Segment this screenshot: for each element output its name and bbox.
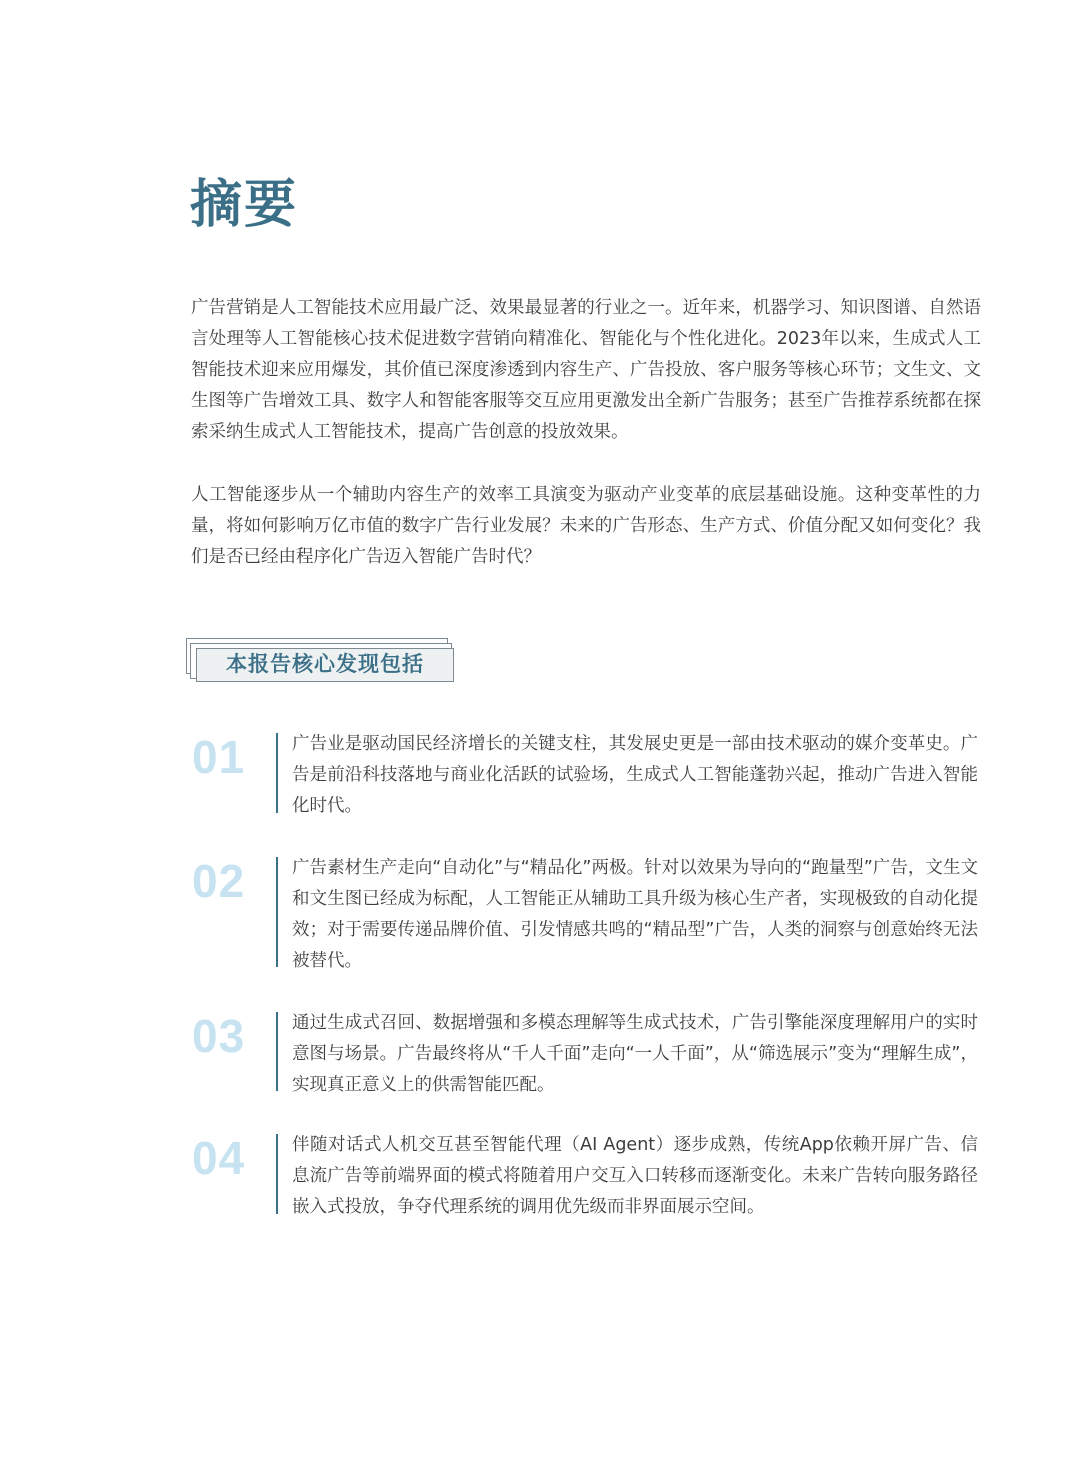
intro-paragraph-1: 广告营销是人工智能技术应用最广泛、效果最显著的行业之一。近年来，机器学习、知识图谱、自然语言处理等人工智能核心技术促进数字营销向精准化、智能化与个性化进化。2023年以来，生成式人工智能技术迎来应用爆发，其价值已深度渗透到内容生产、广告投放、客户服务等核心环节；文生文、文生图等广告增效工具、数字人和智能客服等交互应用更激发出全新广告服务；甚至广告推荐系统都在探索采纳生成式人工智能技术，提高广告创意的投放效果。 — [191, 298, 981, 442]
finding-number: 01 — [192, 731, 246, 783]
finding-text: 伴随对话式人机交互甚至智能代理（AI Agent）逐步成熟，传统App依赖开屏广告、信息流广告等前端界面的模式将随着用户交互入口转移而逐渐变化。未来广告转向服务路径嵌入式投放，争夺代理系统的调用优先级而非界面展示空间。 — [292, 1135, 978, 1217]
finding-text: 广告素材生产走向“自动化”与“精品化”两极。针对以效果为导向的“跑量型”广告，文生文和文生图已经成为标配，人工智能正从辅助工具升级为核心生产者，实现极致的自动化提效；对于需要传递品牌价值、引发情感共鸣的“精品型”广告，人类的洞察与创意始终无法被替代。 — [292, 858, 978, 971]
finding-text: 通过生成式召回、数据增强和多模态理解等生成式技术，广告引擎能深度理解用户的实时意图与场景。广告最终将从“千人千面”走向“一人千面”，从“筛选展示”变为“理解生成”，实现真正意义上的供需智能匹配。 — [292, 1013, 978, 1095]
finding-number: 04 — [192, 1132, 246, 1184]
page-title: 摘要 — [190, 175, 299, 235]
intro-paragraph-2: 人工智能逐步从一个辅助内容生产的效率工具演变为驱动产业变革的底层基础设施。这种变革性的力量，将如何影响万亿市值的数字广告行业发展？未来的广告形态、生产方式、价值分配又如何变化？我们是否已经由程序化广告迈入智能广告时代？ — [191, 485, 981, 567]
finding-number: 03 — [192, 1010, 246, 1062]
finding-text: 广告业是驱动国民经济增长的关键支柱，其发展史更是一部由技术驱动的媒介变革史。广告是前沿科技落地与商业化活跃的试验场，生成式人工智能蓬勃兴起，推动广告进入智能化时代。 — [292, 734, 978, 816]
findings-section-label — [186, 638, 458, 684]
finding-divider — [276, 857, 278, 967]
finding-divider — [276, 1012, 278, 1091]
finding-divider — [276, 733, 278, 813]
finding-number: 02 — [192, 855, 246, 907]
findings-section-title: 本报告核心发现包括 — [196, 648, 454, 682]
finding-divider — [276, 1134, 278, 1214]
